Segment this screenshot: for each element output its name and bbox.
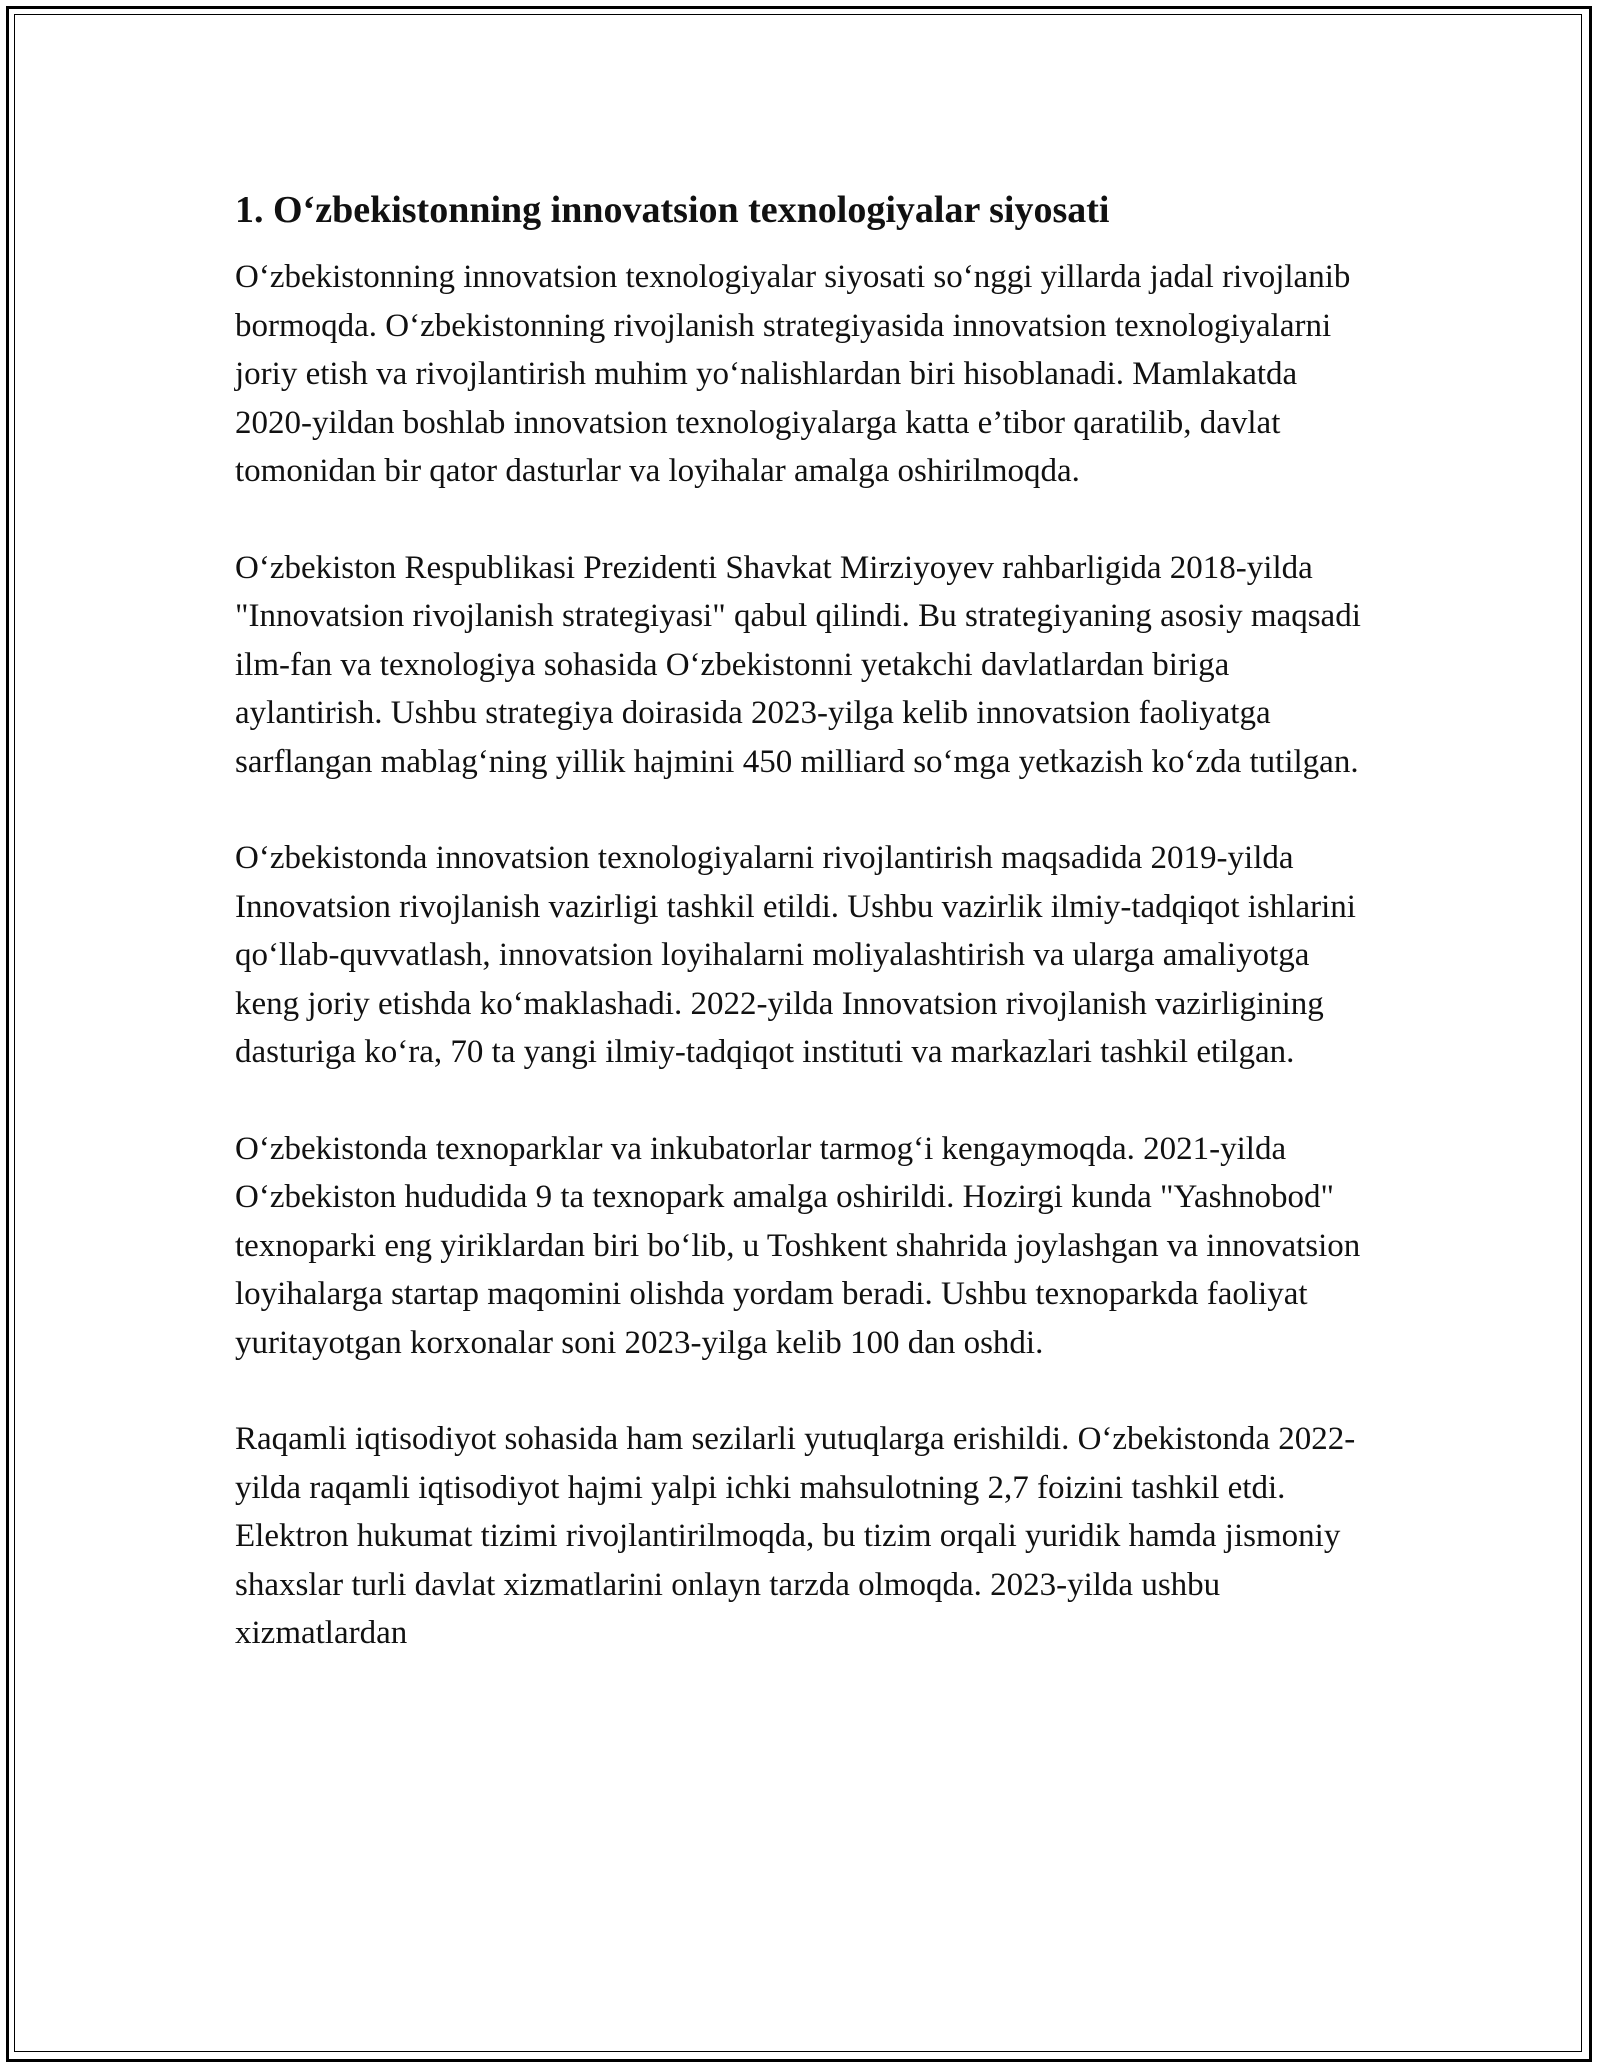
paragraph-1: O‘zbekistonning innovatsion texnologiyalar siyosati so‘nggi yillarda jadal rivojlanib bormoqda. O‘zbekistonning rivojlanish strategiyasida innovatsion texnologiyalarni joriy etish va rivojlantirish muhim yo‘nalishlardan biri hisoblanadi. Mamlakatda 2020-yildan boshlab innovatsion texnologiyalarga katta e’tibor qaratilib, davlat tomonidan bir qator dasturlar va loyihalar amalga oshirilmoqda. <box>235 259 1351 489</box>
paragraph-2: O‘zbekiston Respublikasi Prezidenti Shavkat Mirziyoyev rahbarligida 2018-yilda "Innovatsion rivojlanish strategiyasi" qabul qilindi. Bu strategiyaning asosiy maqsadi ilm-fan va texnologiya sohasida O‘zbekistonni yetakchi davlatlardan biriga aylantirish. Ushbu strategiya doirasida 2023-yilga kelib innovatsion faoliyatga sarflangan mablag‘ning yillik hajmini 450 milliard so‘mga yetkazish ko‘zda tutilgan. <box>235 549 1361 780</box>
section-title: 1. O‘zbekistonning innovatsion texnologiyalar siyosati <box>235 189 1110 231</box>
paragraph-3: O‘zbekistonda innovatsion texnologiyalarni rivojlantirish maqsadida 2019-yilda Innovatsion rivojlanish vazirligi tashkil etildi. Ushbu vazirlik ilmiy-tadqiqot ishlarini qo‘llab-quvvatlash, innovatsion loyihalarni moliyalashtirish va ularga amaliyotga keng joriy etishda ko‘maklashadi. 2022-yilda Innovatsion rivojlanish vazirligining dasturiga ko‘ra, 70 ta yangi ilmiy-tadqiqot instituti va markazlari tashkil etilgan. <box>235 840 1356 1070</box>
paragraph-5: Raqamli iqtisodiyot sohasida ham sezilarli yutuqlarga erishildi. O‘zbekistonda 2022-yilda raqamli iqtisodiyot hajmi yalpi ichki mahsulotning 2,7 foizini tashkil etdi. Elektron hukumat tizimi rivojlantirilmoqda, bu tizim orqali yuridik hamda jismoniy shaxslar turli davlat xizmatlarini onlayn tarzda olmoqda. 2023-yilda ushbu xizmatlardan <box>235 1421 1356 1651</box>
document-body <box>235 185 1375 1706</box>
paragraph-4: O‘zbekistonda texnoparklar va inkubatorlar tarmog‘i kengaymoqda. 2021-yilda O‘zbekiston hududida 9 ta texnopark amalga oshirildi. Hozirgi kunda "Yashnobod" texnoparki eng yiriklardan biri bo‘lib, u Toshkent shahrida joylashgan va innovatsion loyihalarga startap maqomini olishda yordam beradi. Ushbu texnoparkda faoliyat yuritayotgan korxonalar soni 2023-yilga kelib 100 dan oshdi. <box>235 1130 1361 1361</box>
